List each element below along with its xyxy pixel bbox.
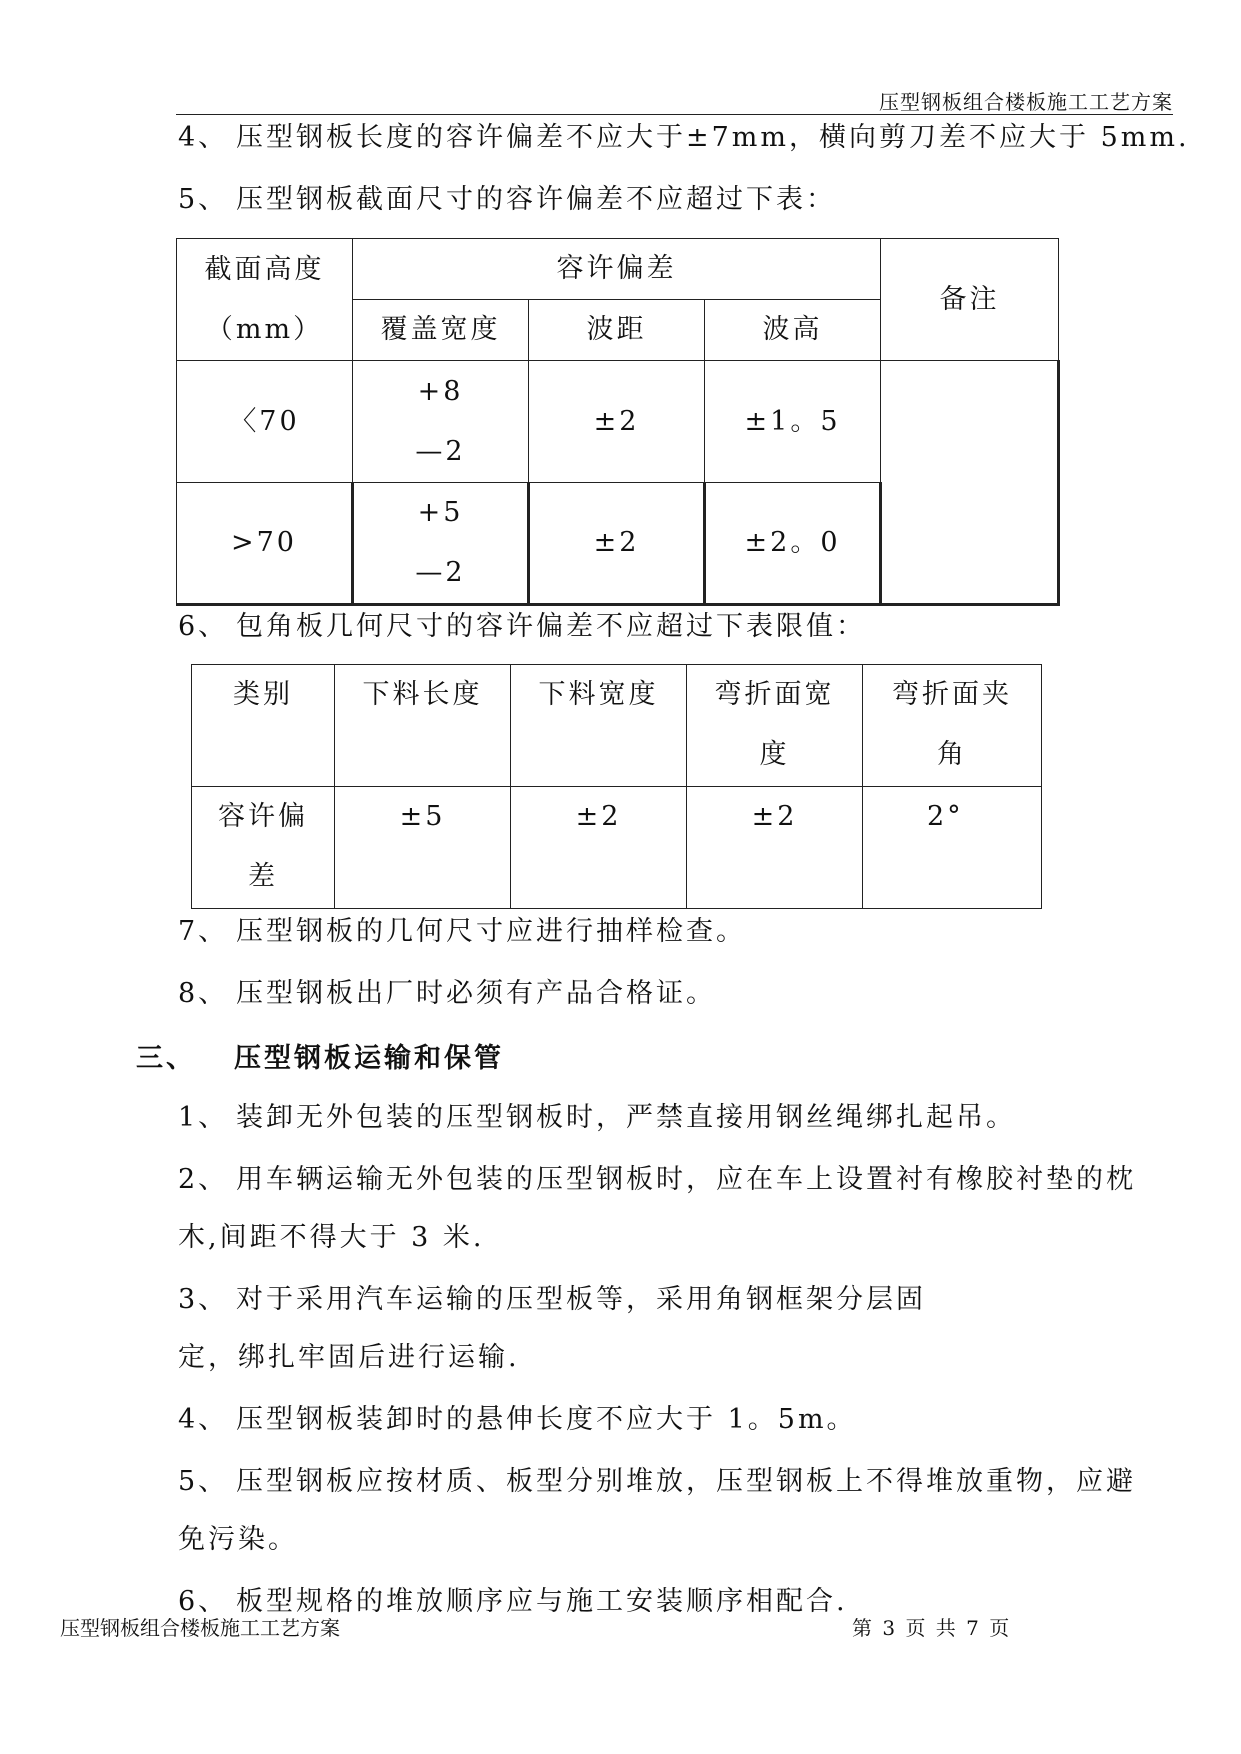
header-bend-face-angle: 弯折面夹 角 [863, 665, 1042, 787]
cell-wave: ±2。0 [705, 483, 881, 605]
list-item-number: 7、 [178, 916, 229, 947]
header-cut-width: 下料宽度 [511, 665, 687, 787]
list-item-number: 6、 [178, 611, 229, 642]
list-item-continuation: 木,间距不得大于 3 米. [178, 1222, 485, 1253]
row-label-tolerance: 容许偏 差 [192, 787, 335, 909]
list-item-number: 5、 [178, 184, 229, 215]
header-cut-length: 下料长度 [335, 665, 511, 787]
header-tolerance-group: 容许偏差 [353, 239, 881, 300]
cell-cover: +8 —2 [353, 361, 529, 483]
list-item-text: 装卸无外包装的压型钢板时，严禁直接用钢丝绳绑扎起吊。 [236, 1102, 1016, 1133]
list-item-4 [178, 118, 1190, 158]
header-section-height: 截面高度 （mm） [177, 239, 353, 361]
list-item-text: 板型规格的堆放顺序应与施工安装顺序相配合. [236, 1586, 848, 1617]
cell-cut-length: ±5 [335, 787, 511, 909]
list-item-number: 6、 [178, 1586, 229, 1617]
list-item-s3-4 [178, 1400, 857, 1440]
section-number: 三、 [136, 1043, 196, 1074]
header-cover-width: 覆盖宽度 [353, 300, 529, 361]
list-item-8 [178, 974, 716, 1014]
header-category: 类别 [192, 665, 335, 787]
header-wave-height: 波高 [705, 300, 881, 361]
list-item-6 [178, 607, 866, 647]
list-item-text: 压型钢板出厂时必须有产品合格证。 [236, 978, 716, 1009]
list-item-continuation: 免污染。 [178, 1524, 298, 1555]
list-item-text: 用车辆运输无外包装的压型钢板时，应在车上设置衬有橡胶衬垫的枕 [236, 1164, 1136, 1195]
header-rule [176, 114, 1173, 115]
section-title: 压型钢板运输和保管 [234, 1043, 504, 1074]
list-item-text: 压型钢板应按材质、板型分别堆放，压型钢板上不得堆放重物，应避 [236, 1466, 1136, 1497]
list-item-text: 对于采用汽车运输的压型板等，采用角钢框架分层固 [236, 1284, 926, 1315]
footer-page-number: 第 3 页 共 7 页 [852, 1616, 1012, 1640]
cell-cover: +5 —2 [353, 483, 529, 605]
list-item-7 [178, 912, 746, 952]
cell-bend-face-width: ±2 [687, 787, 863, 909]
cell-height: 〈70 [177, 361, 353, 483]
list-item-s3-5 [178, 1462, 1136, 1502]
table-header-row [192, 665, 1042, 787]
list-item-continuation: 定，绑扎牢固后进行运输. [178, 1342, 520, 1373]
flashing-tolerance-table [191, 664, 1042, 909]
list-item-number: 2、 [178, 1164, 229, 1195]
header-remark: 备注 [881, 239, 1059, 361]
list-item-text: 压型钢板截面尺寸的容许偏差不应超过下表： [236, 184, 836, 215]
cell-bend-face-angle: 2° [863, 787, 1042, 909]
cell-remark [881, 361, 1059, 605]
section-heading [136, 1036, 504, 1075]
list-item-text: 包角板几何尺寸的容许偏差不应超过下表限值： [236, 611, 866, 642]
running-header-title: 压型钢板组合楼板施工工艺方案 [879, 90, 1173, 114]
cell-pitch: ±2 [529, 483, 705, 605]
list-item-number: 4、 [178, 1404, 229, 1435]
list-item-text: 压型钢板的几何尺寸应进行抽样检查。 [236, 916, 746, 947]
list-item-5 [178, 180, 836, 220]
header-wave-pitch: 波距 [529, 300, 705, 361]
list-item-number: 5、 [178, 1466, 229, 1497]
list-item-number: 1、 [178, 1102, 229, 1133]
list-item-text: 压型钢板长度的容许偏差不应大于±7mm，横向剪刀差不应大于 5mm. [236, 122, 1190, 153]
footer-document-title: 压型钢板组合楼板施工工艺方案 [60, 1616, 340, 1640]
list-item-text: 压型钢板装卸时的悬伸长度不应大于 1。5m。 [236, 1404, 857, 1435]
cell-wave: ±1。5 [705, 361, 881, 483]
cell-cut-width: ±2 [511, 787, 687, 909]
table-row [177, 361, 1059, 483]
list-item-s3-3 [178, 1280, 926, 1320]
list-item-number: 8、 [178, 978, 229, 1009]
list-item-number: 4、 [178, 122, 229, 153]
list-item-s3-1 [178, 1098, 1016, 1138]
cell-pitch: ±2 [529, 361, 705, 483]
header-bend-face-width: 弯折面宽 度 [687, 665, 863, 787]
cell-height: >70 [177, 483, 353, 605]
table-row [192, 787, 1042, 909]
list-item-s3-2 [178, 1160, 1136, 1200]
list-item-number: 3、 [178, 1284, 229, 1315]
section-tolerance-table [176, 238, 1060, 606]
